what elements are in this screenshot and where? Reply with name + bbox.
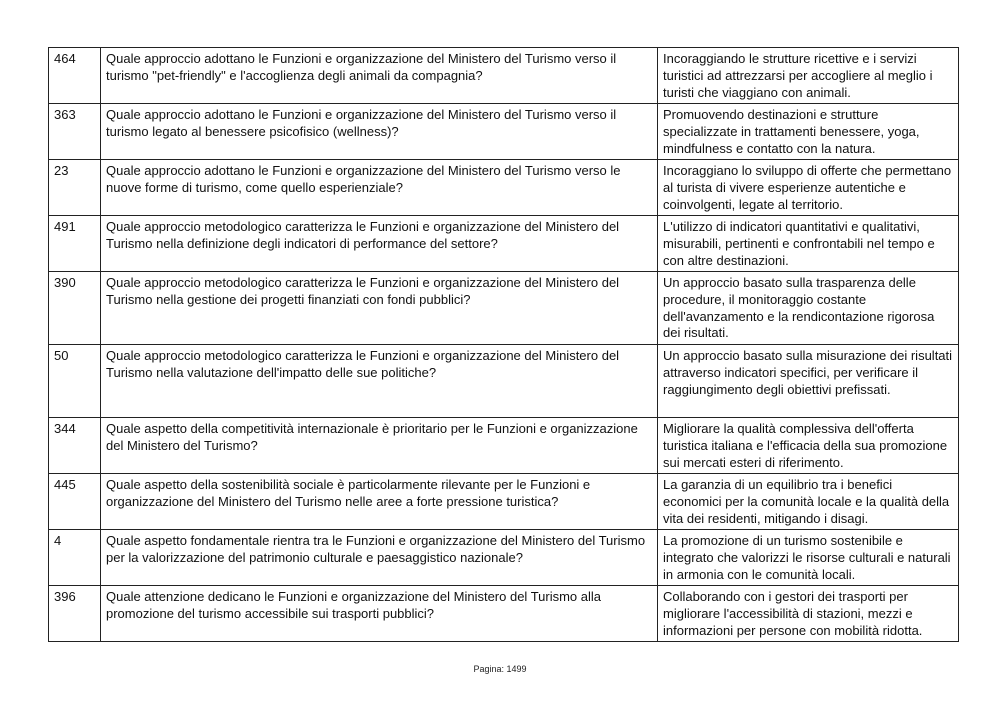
page-number: Pagina: 1499 — [473, 664, 527, 674]
row-answer: Incoraggiano lo sviluppo di offerte che permettano al turista di vivere esperienze autentiche e coinvolgenti, legate al territorio. — [658, 160, 959, 216]
row-id: 390 — [49, 272, 101, 345]
row-answer: Promuovendo destinazioni e strutture specializzate in trattamenti benessere, yoga, mindfulness e contatto con la natura. — [658, 104, 959, 160]
row-question: Quale aspetto della sostenibilità sociale è particolarmente rilevante per le Funzioni e organizzazione del Ministero del Turismo nelle aree a forte pressione turistica? — [101, 474, 658, 530]
row-answer: Un approccio basato sulla misurazione dei risultati attraverso indicatori specifici, per verificare il raggiungimento degli obiettivi prefissati. — [658, 345, 959, 418]
row-id: 491 — [49, 216, 101, 272]
row-answer: Un approccio basato sulla trasparenza delle procedure, il monitoraggio costante dell'avanzamento e la rendicontazione rigorosa dei risultati. — [658, 272, 959, 345]
table-row — [49, 160, 959, 216]
row-question: Quale attenzione dedicano le Funzioni e organizzazione del Ministero del Turismo alla promozione del turismo accessibile sui trasporti pubblici? — [101, 586, 658, 642]
row-id: 363 — [49, 104, 101, 160]
table-row — [49, 272, 959, 345]
row-question: Quale approccio adottano le Funzioni e organizzazione del Ministero del Turismo verso il turismo legato al benessere psicofisico (wellness)? — [101, 104, 658, 160]
row-id: 344 — [49, 418, 101, 474]
row-question: Quale approccio adottano le Funzioni e organizzazione del Ministero del Turismo verso il turismo "pet-friendly" e l'accoglienza degli animali da compagnia? — [101, 48, 658, 104]
row-id: 445 — [49, 474, 101, 530]
table-row — [49, 530, 959, 586]
row-id: 4 — [49, 530, 101, 586]
row-id: 50 — [49, 345, 101, 418]
row-answer: L'utilizzo di indicatori quantitativi e qualitativi, misurabili, pertinenti e confrontabili nel tempo e con altre destinazioni. — [658, 216, 959, 272]
table-row — [49, 48, 959, 104]
table-row — [49, 418, 959, 474]
row-question: Quale approccio metodologico caratterizza le Funzioni e organizzazione del Ministero del Turismo nella definizione degli indicatori di performance del settore? — [101, 216, 658, 272]
row-question: Quale aspetto fondamentale rientra tra le Funzioni e organizzazione del Ministero del Turismo per la valorizzazione del patrimonio culturale e paesaggistico nazionale? — [101, 530, 658, 586]
table-row — [49, 474, 959, 530]
row-answer: Incoraggiando le strutture ricettive e i servizi turistici ad attrezzarsi per accogliere al meglio i turisti che viaggiano con animali. — [658, 48, 959, 104]
row-id: 23 — [49, 160, 101, 216]
row-answer: Collaborando con i gestori dei trasporti per migliorare l'accessibilità di stazioni, mezzi e informazioni per persone con mobilità ridotta. — [658, 586, 959, 642]
row-question: Quale approccio adottano le Funzioni e organizzazione del Ministero del Turismo verso le nuove forme di turismo, come quello esperienziale? — [101, 160, 658, 216]
row-question: Quale approccio metodologico caratterizza le Funzioni e organizzazione del Ministero del Turismo nella valutazione dell'impatto delle sue politiche? — [101, 345, 658, 418]
row-id: 396 — [49, 586, 101, 642]
row-answer: La promozione di un turismo sostenibile e integrato che valorizzi le risorse culturali e naturali in armonia con le comunità locali. — [658, 530, 959, 586]
table-row — [49, 586, 959, 642]
qa-table — [48, 47, 959, 642]
row-question: Quale aspetto della competitività internazionale è prioritario per le Funzioni e organizzazione del Ministero del Turismo? — [101, 418, 658, 474]
row-question: Quale approccio metodologico caratterizza le Funzioni e organizzazione del Ministero del Turismo nella gestione dei progetti finanziati con fondi pubblici? — [101, 272, 658, 345]
table-row — [49, 216, 959, 272]
row-id: 464 — [49, 48, 101, 104]
table-row — [49, 104, 959, 160]
row-answer: La garanzia di un equilibrio tra i benefici economici per la comunità locale e la qualità della vita dei residenti, mitigando i disagi. — [658, 474, 959, 530]
table-row — [49, 345, 959, 418]
row-answer: Migliorare la qualità complessiva dell'offerta turistica italiana e l'efficacia della sua promozione sui mercati esteri di riferimento. — [658, 418, 959, 474]
